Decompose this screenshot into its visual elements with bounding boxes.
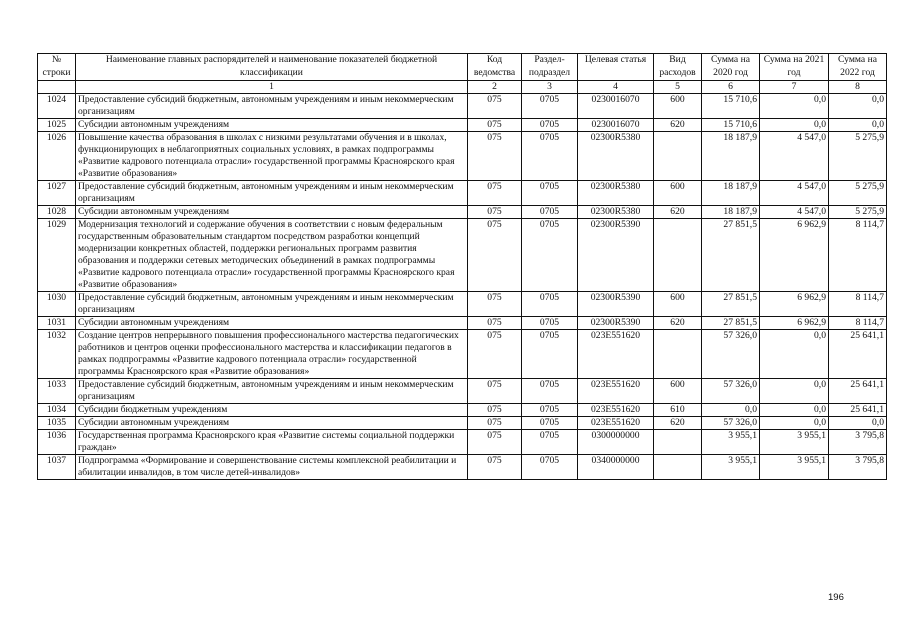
table-row: [38, 94, 887, 119]
row-sum-2022: 5 275,9: [829, 181, 887, 206]
header-sum-2021: Сумма на 2021 год: [760, 54, 829, 81]
row-sum-2022: 3 795,8: [829, 430, 887, 455]
row-section-code: 0705: [522, 292, 578, 317]
row-expense-type: 620: [654, 417, 702, 430]
table-row: [38, 219, 887, 292]
row-dept-code: 075: [468, 455, 522, 480]
row-sum-2022: 25 641,1: [829, 379, 887, 404]
row-name: Модернизация технологий и содержание обучения в соответствии с новым федеральным государственным образовательным стандартом посредством разработки концепций модернизации конкретных областей, поддержки региональных программ развития образования и поддержки сетевых методических объединений в рамках подпрограммы «Развитие кадрового потенциала отрасли» государственной программы Красноярского края «Развитие образования»: [76, 219, 468, 292]
row-target-code: 023E551620: [578, 404, 654, 417]
col-index: 6: [702, 81, 760, 94]
row-number: 1036: [38, 430, 76, 455]
header-name: Наименование главных распорядителей и наименование показателей бюджетной классификации: [76, 54, 468, 81]
header-sum-2020: Сумма на 2020 год: [702, 54, 760, 81]
row-sum-2021: 4 547,0: [760, 132, 829, 181]
row-number: 1024: [38, 94, 76, 119]
row-section-code: 0705: [522, 379, 578, 404]
row-section-code: 0705: [522, 317, 578, 330]
col-index: 8: [829, 81, 887, 94]
row-name: Субсидии бюджетным учреждениям: [76, 404, 468, 417]
row-expense-type: 620: [654, 317, 702, 330]
col-index: 1: [76, 81, 468, 94]
row-sum-2021: 0,0: [760, 379, 829, 404]
column-index-row: [38, 81, 887, 94]
row-sum-2022: 8 114,7: [829, 219, 887, 292]
row-expense-type: 600: [654, 379, 702, 404]
row-sum-2020: 15 710,6: [702, 119, 760, 132]
row-number: 1035: [38, 417, 76, 430]
row-sum-2021: 0,0: [760, 404, 829, 417]
row-target-code: 0230016070: [578, 119, 654, 132]
row-target-code: 0340000000: [578, 455, 654, 480]
table-body: [38, 94, 887, 480]
row-sum-2020: 27 851,5: [702, 292, 760, 317]
header-section: Раздел-подраздел: [522, 54, 578, 81]
row-sum-2021: 4 547,0: [760, 181, 829, 206]
row-section-code: 0705: [522, 119, 578, 132]
row-section-code: 0705: [522, 430, 578, 455]
row-section-code: 0705: [522, 181, 578, 206]
row-sum-2022: 25 641,1: [829, 404, 887, 417]
row-section-code: 0705: [522, 219, 578, 292]
row-name: Повышение качества образования в школах с низкими результатами обучения и в школах, функционирующих в неблагоприятных социальных условиях, в рамках подпрограммы «Развитие кадрового потенциала отрасли» государственной программы Красноярского края «Развитие образования»: [76, 132, 468, 181]
header-sum-2022: Сумма на 2022 год: [829, 54, 887, 81]
row-name: Создание центров непрерывного повышения профессионального мастерства педагогических работников и центров оценки профессионального мастерства и классификации педагогов в рамках подпрограммы «Развитие кадрового потенциала отрасли» государственной программы Красноярского края «Развитие образования»: [76, 330, 468, 379]
row-expense-type: 610: [654, 404, 702, 417]
row-sum-2022: 3 795,8: [829, 455, 887, 480]
row-name: Предоставление субсидий бюджетным, автономным учреждениям и иным некоммерческим организациям: [76, 379, 468, 404]
row-dept-code: 075: [468, 317, 522, 330]
row-sum-2020: 57 326,0: [702, 417, 760, 430]
row-number: 1033: [38, 379, 76, 404]
row-number: 1037: [38, 455, 76, 480]
row-expense-type: [654, 455, 702, 480]
row-number: 1034: [38, 404, 76, 417]
col-index: 2: [468, 81, 522, 94]
table-row: [38, 132, 887, 181]
row-sum-2021: 4 547,0: [760, 206, 829, 219]
row-sum-2022: 0,0: [829, 119, 887, 132]
row-sum-2020: 3 955,1: [702, 430, 760, 455]
row-name: Предоставление субсидий бюджетным, автономным учреждениям и иным некоммерческим организациям: [76, 181, 468, 206]
row-sum-2020: 27 851,5: [702, 317, 760, 330]
row-dept-code: 075: [468, 119, 522, 132]
row-sum-2020: 18 187,9: [702, 206, 760, 219]
row-sum-2022: 5 275,9: [829, 206, 887, 219]
row-target-code: 02300R5380: [578, 206, 654, 219]
row-expense-type: 600: [654, 292, 702, 317]
row-name: Субсидии автономным учреждениям: [76, 206, 468, 219]
col-index: 4: [578, 81, 654, 94]
row-sum-2021: 6 962,9: [760, 317, 829, 330]
row-target-code: 023E551620: [578, 330, 654, 379]
table-row: [38, 181, 887, 206]
row-sum-2021: 6 962,9: [760, 292, 829, 317]
row-sum-2021: 0,0: [760, 417, 829, 430]
row-dept-code: 075: [468, 132, 522, 181]
row-section-code: 0705: [522, 417, 578, 430]
row-sum-2020: 57 326,0: [702, 379, 760, 404]
row-sum-2022: 0,0: [829, 94, 887, 119]
row-dept-code: 075: [468, 430, 522, 455]
table-row: [38, 330, 887, 379]
row-sum-2021: 3 955,1: [760, 455, 829, 480]
row-number: 1027: [38, 181, 76, 206]
row-target-code: 0300000000: [578, 430, 654, 455]
row-section-code: 0705: [522, 404, 578, 417]
table-row: [38, 430, 887, 455]
row-sum-2021: 3 955,1: [760, 430, 829, 455]
row-sum-2022: 8 114,7: [829, 292, 887, 317]
table-row: [38, 455, 887, 480]
row-name: Субсидии автономным учреждениям: [76, 119, 468, 132]
page-number: 196: [828, 592, 844, 603]
table-row: [38, 119, 887, 132]
row-name: Субсидии автономным учреждениям: [76, 317, 468, 330]
row-sum-2022: 8 114,7: [829, 317, 887, 330]
row-target-code: 02300R5390: [578, 317, 654, 330]
row-sum-2022: 25 641,1: [829, 330, 887, 379]
row-target-code: 02300R5380: [578, 181, 654, 206]
table-row: [38, 206, 887, 219]
row-sum-2021: 0,0: [760, 119, 829, 132]
col-index: 3: [522, 81, 578, 94]
row-number: 1032: [38, 330, 76, 379]
row-sum-2021: 0,0: [760, 94, 829, 119]
row-sum-2020: 15 710,6: [702, 94, 760, 119]
table-row: [38, 417, 887, 430]
row-dept-code: 075: [468, 404, 522, 417]
row-sum-2020: 27 851,5: [702, 219, 760, 292]
row-number: 1029: [38, 219, 76, 292]
row-name: Предоставление субсидий бюджетным, автономным учреждениям и иным некоммерческим организациям: [76, 94, 468, 119]
row-dept-code: 075: [468, 206, 522, 219]
row-number: 1026: [38, 132, 76, 181]
row-expense-type: [654, 132, 702, 181]
row-sum-2020: 0,0: [702, 404, 760, 417]
row-name: Подпрограмма «Формирование и совершенствование системы комплексной реабилитации и абилитации инвалидов, в том числе детей-инвалидов»: [76, 455, 468, 480]
row-sum-2022: 0,0: [829, 417, 887, 430]
row-section-code: 0705: [522, 206, 578, 219]
row-number: 1031: [38, 317, 76, 330]
table-row: [38, 317, 887, 330]
row-dept-code: 075: [468, 219, 522, 292]
row-target-code: 02300R5390: [578, 292, 654, 317]
row-target-code: 023E551620: [578, 379, 654, 404]
row-target-code: 02300R5390: [578, 219, 654, 292]
table-row: [38, 404, 887, 417]
col-index: [38, 81, 76, 94]
row-section-code: 0705: [522, 330, 578, 379]
row-name: Субсидии автономным учреждениям: [76, 417, 468, 430]
row-target-code: 0230016070: [578, 94, 654, 119]
row-sum-2020: 57 326,0: [702, 330, 760, 379]
row-sum-2020: 18 187,9: [702, 181, 760, 206]
header-type: Вид расходов: [654, 54, 702, 81]
row-expense-type: [654, 219, 702, 292]
table-row: [38, 292, 887, 317]
row-target-code: 02300R5380: [578, 132, 654, 181]
row-dept-code: 075: [468, 94, 522, 119]
row-expense-type: [654, 430, 702, 455]
row-number: 1030: [38, 292, 76, 317]
row-number: 1025: [38, 119, 76, 132]
row-name: Предоставление субсидий бюджетным, автономным учреждениям и иным некоммерческим организациям: [76, 292, 468, 317]
row-expense-type: 620: [654, 119, 702, 132]
row-name: Государственная программа Красноярского края «Развитие системы социальной поддержки граждан»: [76, 430, 468, 455]
header-target: Целевая статья: [578, 54, 654, 81]
row-section-code: 0705: [522, 455, 578, 480]
row-dept-code: 075: [468, 417, 522, 430]
row-sum-2020: 3 955,1: [702, 455, 760, 480]
header-row-num: № строки: [38, 54, 76, 81]
header-row: [38, 54, 887, 81]
row-dept-code: 075: [468, 292, 522, 317]
col-index: 7: [760, 81, 829, 94]
row-expense-type: [654, 330, 702, 379]
col-index: 5: [654, 81, 702, 94]
row-dept-code: 075: [468, 181, 522, 206]
row-expense-type: 620: [654, 206, 702, 219]
row-dept-code: 075: [468, 330, 522, 379]
row-number: 1028: [38, 206, 76, 219]
budget-table: [37, 53, 887, 480]
row-sum-2020: 18 187,9: [702, 132, 760, 181]
row-target-code: 023E551620: [578, 417, 654, 430]
header-dept: Код ведомства: [468, 54, 522, 81]
row-expense-type: 600: [654, 94, 702, 119]
row-expense-type: 600: [654, 181, 702, 206]
table-row: [38, 379, 887, 404]
row-section-code: 0705: [522, 132, 578, 181]
row-section-code: 0705: [522, 94, 578, 119]
row-sum-2022: 5 275,9: [829, 132, 887, 181]
row-sum-2021: 0,0: [760, 330, 829, 379]
row-dept-code: 075: [468, 379, 522, 404]
row-sum-2021: 6 962,9: [760, 219, 829, 292]
